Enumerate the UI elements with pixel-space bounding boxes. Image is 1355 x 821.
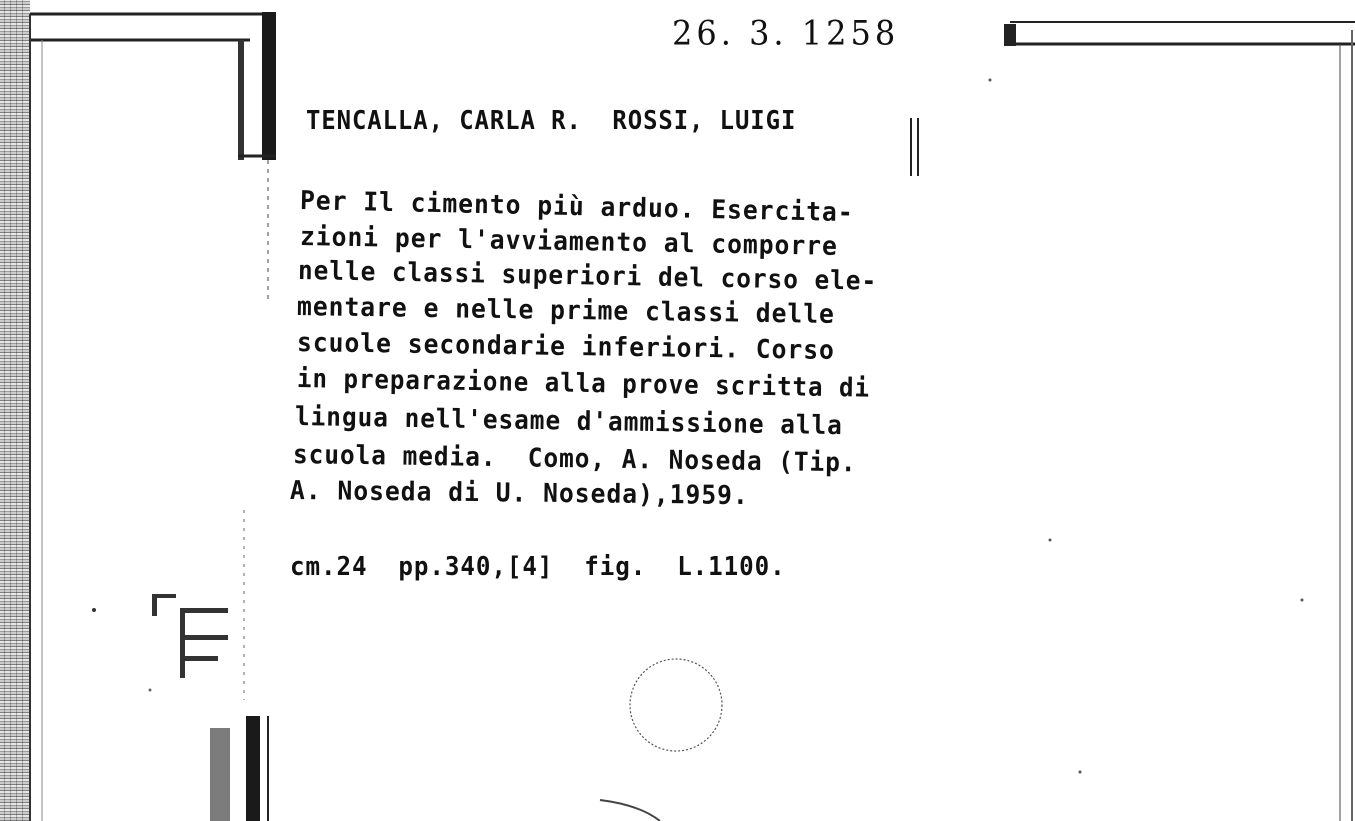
body-line: lingua nell'esame d'ammissione alla bbox=[294, 402, 844, 442]
accession-stamp: 26. 3. 1258 bbox=[672, 13, 900, 53]
body-line: zioni per l'avviamento al comporre bbox=[299, 222, 839, 262]
body-line: A. Noseda di U. Noseda),1959. bbox=[289, 476, 749, 512]
body-line: nelle classi superiori del corso ele- bbox=[297, 256, 878, 297]
body-line: Per Il cimento più arduo. Esercita- bbox=[299, 186, 854, 229]
body-line: scuola media. Como, A. Noseda (Tip. bbox=[292, 440, 857, 479]
body-line: in preparazione alla prove scritta di bbox=[296, 364, 871, 404]
card-heading: TENCALLA, CARLA R. ROSSI, LUIGI bbox=[306, 106, 797, 136]
body-line: mentare e nelle prime classi delle bbox=[296, 292, 836, 330]
card-collation: cm.24 pp.340,[4] fig. L.1100. bbox=[290, 552, 786, 582]
body-line: scuole secondarie inferiori. Corso bbox=[296, 328, 836, 366]
